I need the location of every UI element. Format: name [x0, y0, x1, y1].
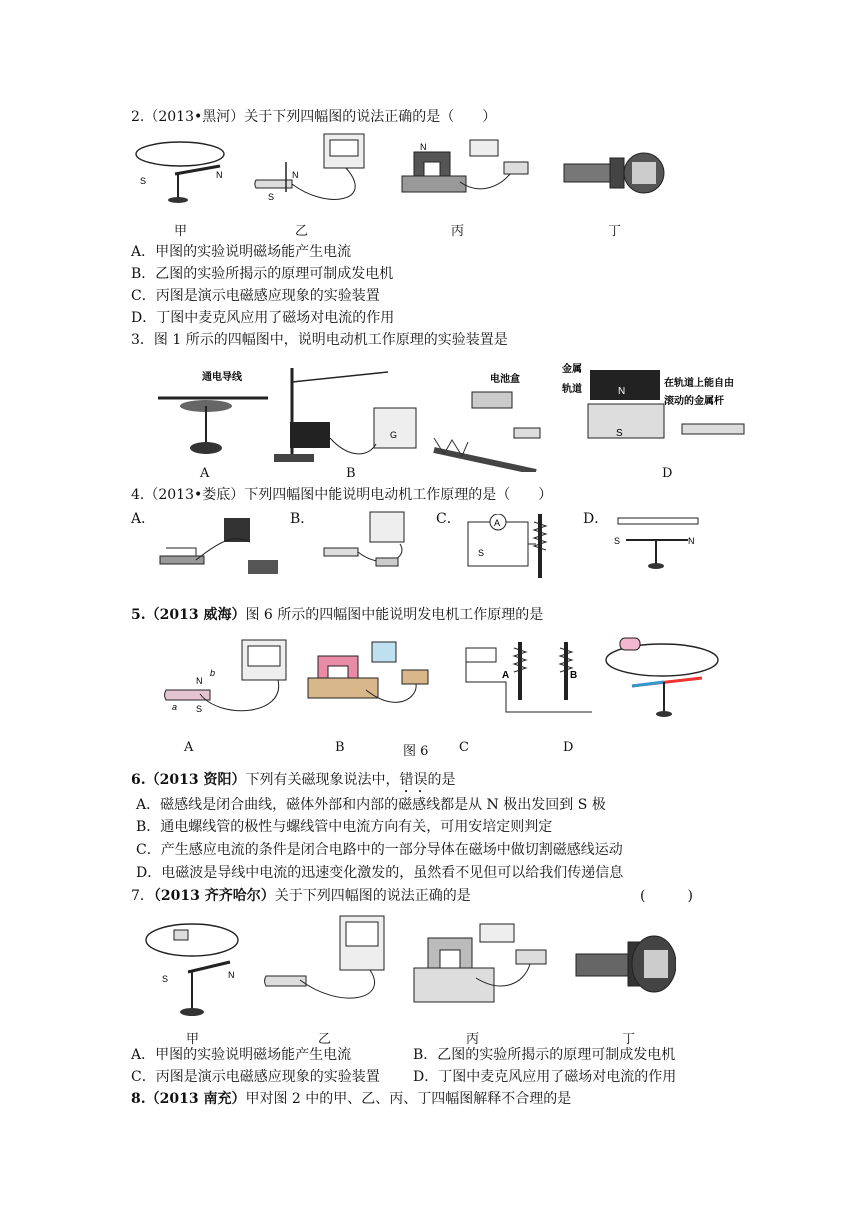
q4-label-s: S: [614, 536, 621, 546]
q5-label-electromagnet-b: B: [570, 670, 578, 681]
q5-caption-c: C: [459, 740, 469, 755]
q7-option-b: B．乙图的实验所揭示的原理可制成发电机: [413, 1047, 676, 1063]
q6-stem-pre: 下列有关磁现象说法中，: [245, 772, 400, 788]
q5-caption-figure: 图 6: [403, 744, 429, 759]
q6-stem-post: 的是: [427, 772, 456, 788]
q2-caption-ding: 丁: [608, 224, 622, 239]
q7-source: （2013 齐齐哈尔）: [153, 888, 275, 904]
q6-source: （2013 资阳）: [145, 772, 246, 788]
q5-number: 5.: [131, 607, 146, 623]
q3-figure-d: [560, 360, 760, 464]
q4-label-switch: S: [478, 548, 485, 558]
q5-source: （2013 威海）: [145, 607, 246, 623]
q5-caption-b: B: [335, 740, 345, 755]
q7-caption-ding: 丁: [622, 1032, 636, 1047]
q3-figure-c: [426, 368, 550, 472]
q4-figure-a: [156, 516, 296, 582]
q7-stem: 关于下列四幅图的说法正确的是: [274, 888, 471, 904]
q6-option-a: A．磁感线是闭合曲线，磁体外部和内部的磁感线都是从 N 极出发回到 S 极: [136, 797, 606, 813]
q5-label-b: b: [210, 668, 216, 678]
svg-text:N: N: [292, 170, 299, 180]
q4-label-ammeter: A: [494, 518, 501, 528]
q5-label-a: a: [172, 702, 178, 712]
q7-option-c: C．丙图是演示电磁感应现象的实验装置: [131, 1069, 380, 1085]
svg-text:N: N: [228, 970, 235, 980]
q4-stem: 4.（2013•娄底）下列四幅图中能说明电动机工作原理的是（ ）: [131, 487, 553, 503]
q2-caption-yi: 乙: [295, 224, 309, 239]
q4-option-c: C．: [436, 511, 461, 527]
q2-figure-yi: [246, 132, 376, 212]
q6-number: 6.: [131, 772, 146, 788]
q6-option-c: C．产生感应电流的条件是闭合电路中的一部分导体在磁场中做切割磁感线运动: [136, 842, 623, 858]
q3-label-metal: 金属: [562, 364, 582, 375]
q7-caption-bing: 丙: [466, 1032, 480, 1047]
q7-caption-yi: 乙: [318, 1032, 332, 1047]
q4-option-b: B．: [290, 511, 315, 527]
q7-figure-ding: [572, 928, 676, 996]
svg-text:N: N: [216, 170, 223, 180]
q4-figure-d: [608, 510, 708, 574]
q7-answer-bracket: ( ): [640, 888, 693, 904]
q5-label-n: N: [196, 676, 203, 686]
q3-stem: 3．图 1 所示的四幅图中，说明电动机工作原理的实验装置是: [131, 332, 508, 348]
q3-label-g: G: [390, 430, 398, 440]
q5-label-electromagnet-a: A: [502, 670, 510, 681]
q2-option-d: D．丁图中麦克风应用了磁场对电流的作用: [131, 310, 395, 326]
q4-label-n: N: [688, 536, 695, 546]
q3-label-wire: 通电导线: [202, 372, 242, 383]
q7-option-a: A．甲图的实验说明磁场能产生电流: [131, 1047, 352, 1063]
q7-figure-yi: [260, 914, 388, 1010]
q3-figure-a: [158, 360, 268, 460]
q5-caption-a: A: [184, 740, 194, 755]
q6-option-d: D．电磁波是导线中电流的迅速变化激发的，虽然看不见但可以给我们传递信息: [136, 865, 624, 881]
q5-figure-c: [456, 640, 592, 718]
q7-number: 7．: [131, 888, 154, 904]
svg-text:S: S: [140, 176, 147, 186]
q3-label-rolling1: 在轨道上能自由: [664, 378, 734, 389]
q7-caption-jia: 甲: [186, 1032, 200, 1047]
q2-caption-bing: 丙: [451, 224, 465, 239]
q5-stem: 图 6 所示的四幅图中能说明发电机工作原理的是: [245, 607, 544, 623]
q2-figure-jia: [130, 134, 230, 206]
q4-option-d: D．: [583, 511, 609, 527]
q4-figure-c: [456, 514, 566, 582]
q6-option-b: B．通电螺线管的极性与螺线管中电流方向有关，可用安培定则判定: [136, 819, 553, 835]
q3-caption-b: B: [346, 466, 356, 481]
svg-text:S: S: [268, 192, 275, 202]
q5-caption-d: D: [563, 740, 574, 755]
q6-stem-line: [131, 771, 455, 796]
q5-figure-a: [160, 636, 290, 718]
q6-stem-emphasis: 错误: [399, 772, 428, 788]
q5-figure-b: [306, 638, 436, 714]
q3-label-track: 轨道: [562, 384, 582, 395]
q5-stem-line: [131, 606, 543, 624]
q2-figure-ding: [562, 150, 668, 196]
q7-option-d: D．丁图中麦克风应用了磁场对电流的作用: [413, 1069, 677, 1085]
q3-label-s: S: [616, 428, 623, 439]
q5-figure-d: [598, 634, 722, 720]
q3-caption-a: A: [200, 466, 210, 481]
q8-stem: 甲对图 2 中的甲、乙、丙、丁四幅图解释不合理的是: [245, 1091, 572, 1107]
q5-label-s: S: [196, 704, 203, 714]
q2-caption-jia: 甲: [174, 224, 188, 239]
q3-label-n: N: [618, 386, 626, 397]
q3-caption-d: D: [662, 466, 673, 481]
q8-number: 8.: [131, 1091, 146, 1107]
q2-option-c: C．丙图是演示电磁感应现象的实验装置: [131, 288, 380, 304]
q7-stem-line: [131, 887, 471, 905]
q3-label-battery: 电池盒: [490, 374, 520, 385]
q3-label-rolling2: 滚动的金属杆: [664, 396, 724, 407]
q2-option-a: A．甲图的实验说明磁场能产生电流: [131, 244, 352, 260]
q8-source: （2013 南充）: [145, 1091, 246, 1107]
svg-text:N: N: [420, 142, 427, 152]
q3-figure-b: [268, 358, 418, 466]
q2-stem: 2.（2013•黑河）关于下列四幅图的说法正确的是（ ）: [131, 109, 497, 125]
q7-figure-bing: [412, 920, 552, 1004]
q8-stem-line: [131, 1090, 571, 1108]
q4-figure-b: [320, 510, 430, 574]
svg-text:S: S: [162, 974, 169, 984]
q2-figure-bing: [400, 136, 540, 206]
q2-option-b: B．乙图的实验所揭示的原理可制成发电机: [131, 266, 394, 282]
q4-option-a: A．: [131, 511, 156, 527]
q7-figure-jia: [142, 916, 242, 1020]
